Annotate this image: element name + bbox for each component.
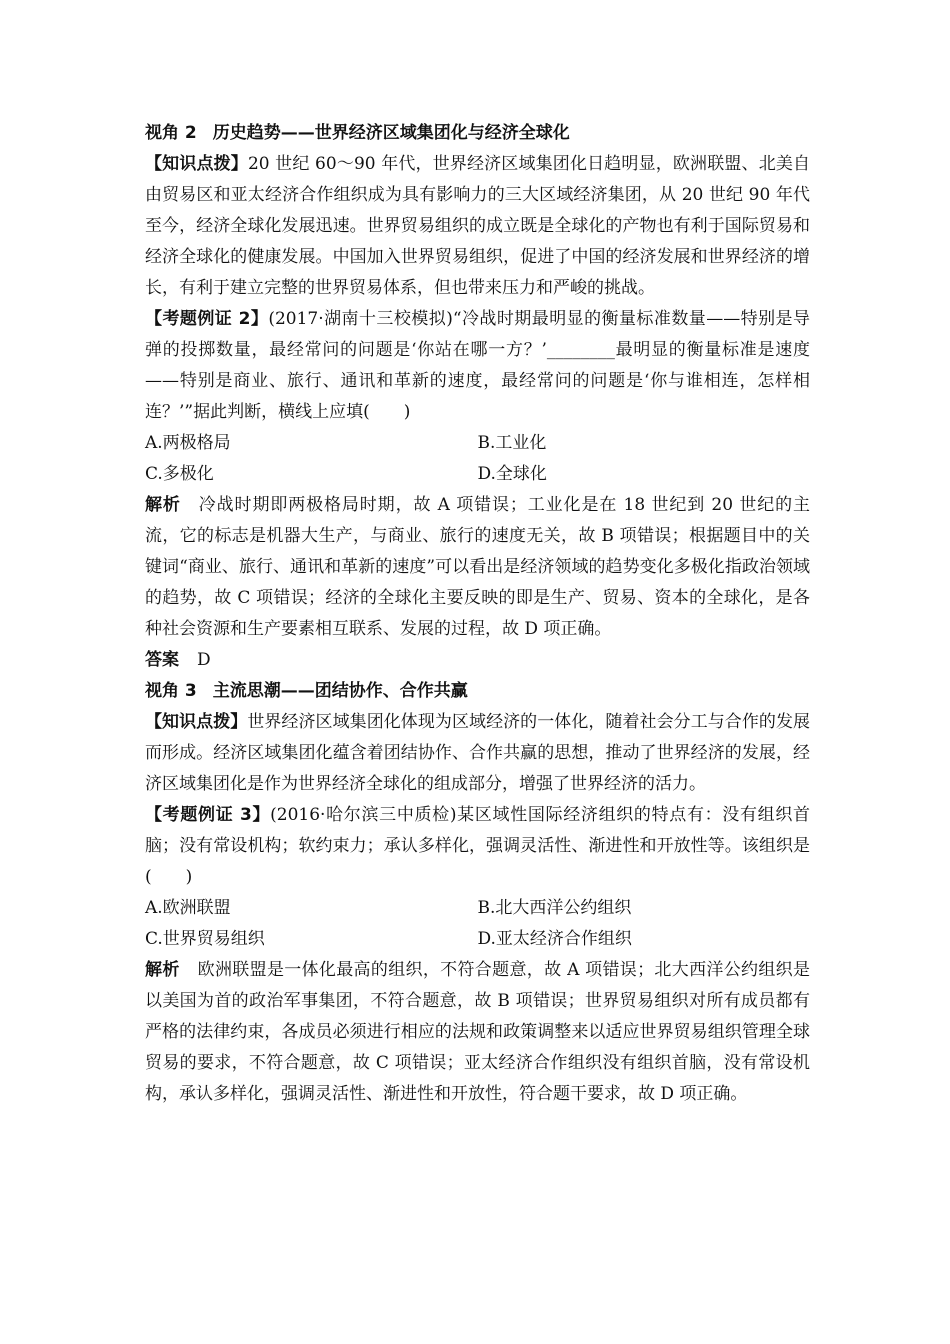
example-text: (2016·哈尔滨三中质检)某区域性国际经济组织的特点有：没有组织首脑；没有常设机构；软约束力；承认多样化，强调灵活性、渐进性和开放性等。该组织是( ) (145, 805, 810, 887)
document-page (145, 118, 810, 1110)
knowledge-text: 世界经济区域集团化体现为区域经济的一体化，随着社会分工与合作的发展而形成。经济区域集团化蕴含着团结协作、合作共赢的思想，推动了世界经济的发展，经济区域集团化是作为世界经济全球化的组成部分，增强了世界经济的活力。 (145, 712, 811, 794)
analysis-text: 欧洲联盟是一体化最高的组织，不符合题意，故 A 项错误；北大西洋公约组织是以美国为首的政治军事集团，不符合题意，故 B 项错误；世界贸易组织对所有成员都有严格的法律约束，各成员必须进行相应的法规和政策调整来以适应世界贸易组织管理全球贸易的要求，不符合题意，故 C 项错误；亚太经济合作组织没有组织首脑，没有常设机构，承认多样化，强调灵活性、渐进性和开放性，符合题干要求，故 D 项正确。 (145, 960, 811, 1104)
example-tag: 【考题例证 3】 (145, 805, 271, 825)
option-d: D.全球化 (477, 464, 547, 484)
knowledge-tag: 【知识点拨】 (145, 154, 248, 174)
section-2-number: 视角 2 (145, 123, 197, 143)
answer-label: 答案 (145, 650, 179, 670)
section-3-title: 主流思潮——团结协作、合作共赢 (212, 681, 468, 701)
section-2-title: 历史趋势——世界经济区域集团化与经济全球化 (212, 123, 570, 143)
analysis-label: 解析 (145, 960, 180, 980)
section-2-example (145, 304, 810, 428)
option-a: A.欧洲联盟 (145, 898, 231, 918)
section-3-heading (145, 676, 810, 707)
option-a: A.两极格局 (145, 433, 231, 453)
section-2-knowledge (145, 149, 810, 304)
section-2-options (145, 428, 810, 490)
knowledge-text: 20 世纪 60～90 年代，世界经济区域集团化日趋明显，欧洲联盟、北美自由贸易区和亚太经济合作组织成为具有影响力的三大区域经济集团，从 20 世纪 90 年代至今，经济全球化发展迅速。世界贸易组织的成立既是全球化的产物也有利于国际贸易和经济全球化的健康发展。中国加入世界贸易组织，促进了中国的经济发展和世界经济的增长，有利于建立完整的世界贸易体系，但也带来压力和严峻的挑战。 (145, 154, 811, 298)
section-2-analysis (145, 490, 810, 645)
section-3-number: 视角 3 (145, 681, 197, 701)
example-tag: 【考题例证 2】 (145, 309, 269, 329)
option-b: B.工业化 (477, 433, 547, 453)
section-3-example (145, 800, 810, 893)
option-b: B.北大西洋公约组织 (477, 898, 632, 918)
section-3-options (145, 893, 810, 955)
analysis-text: 冷战时期即两极格局时期，故 A 项错误；工业化是在 18 世纪到 20 世纪的主流，它的标志是机器大生产，与商业、旅行的速度无关，故 B 项错误；根据题目中的关键词“商业、旅行、通讯和革新的速度”可以看出是经济领域的趋势变化多极化指政治领域的趋势，故 C 项错误；经济的全球化主要反映的即是生产、贸易、资本的全球化，是各种社会资源和生产要素相互联系、发展的过程，故 D 项正确。 (145, 495, 810, 639)
section-3-knowledge (145, 707, 810, 800)
section-3-analysis (145, 955, 810, 1110)
knowledge-tag: 【知识点拨】 (145, 712, 248, 732)
option-c: C.世界贸易组织 (145, 929, 265, 949)
option-c: C.多极化 (145, 464, 214, 484)
example-text: (2017·湖南十三校模拟)“冷战时期最明显的衡量标准数量——特别是导弹的投掷数量，最经常问的问题是‘你站在哪一方？’________最明显的衡量标准是速度——特别是商业、旅行、通讯和革新的速度，最经常问的问题是‘你与谁相连，怎样相连？’”据此判断，横线上应填( ) (145, 309, 811, 422)
section-2-heading (145, 118, 810, 149)
option-d: D.亚太经济合作组织 (477, 929, 632, 949)
analysis-label: 解析 (145, 495, 181, 515)
answer-value: D (197, 650, 211, 670)
section-2-answer (145, 645, 810, 676)
